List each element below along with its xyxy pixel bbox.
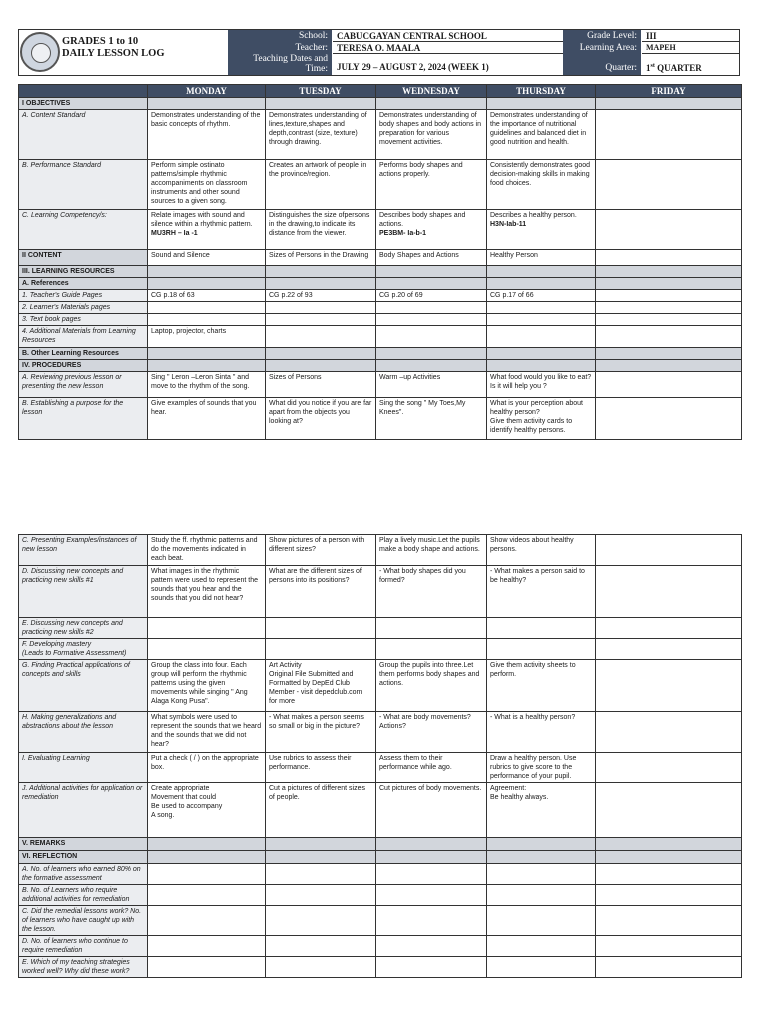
- day-cell: [376, 712, 487, 753]
- day-cell: [148, 712, 266, 753]
- day-cell: [266, 160, 376, 210]
- day-cell: [376, 398, 487, 440]
- cell-text: Give examples of sounds that you hear.: [151, 400, 257, 416]
- cell-text: - What body shapes did you formed?: [379, 568, 466, 584]
- day-cell: [148, 838, 266, 851]
- day-cell: [376, 936, 487, 957]
- cell-text: Group the pupils into three.Let them performs body shapes and actions.: [379, 662, 480, 687]
- day-cell: [266, 110, 376, 160]
- day-cell: [376, 906, 487, 936]
- school-label: School:: [228, 30, 332, 42]
- day-cell: [266, 372, 376, 398]
- day-cell: [487, 372, 596, 398]
- cell-text: Perform simple ostinato patterns/simple rhythmic accompaniments on classroom instruments and other sound sources to a given song.: [151, 162, 248, 205]
- day-cell: [487, 885, 596, 906]
- cell-text: Group the class into four. Each group will perform the rhythmic patterns using the given movements while singing " Ang Alaga Kong Pusa".: [151, 662, 248, 705]
- cell-text: CG p.22 of 93: [269, 292, 313, 299]
- day-cell: [596, 290, 742, 302]
- day-cell: [596, 639, 742, 660]
- cell-text: Sound and Silence: [151, 252, 210, 259]
- day-cell: [266, 250, 376, 266]
- day-cell: [148, 957, 266, 978]
- cell-text: Healthy Person: [490, 252, 538, 259]
- day-cell: [266, 398, 376, 440]
- row-label: 2. Learner's Materials pages: [19, 302, 148, 314]
- competency-code: H3N-Iab-11: [490, 221, 527, 228]
- day-cell: [596, 372, 742, 398]
- row-label: A. No. of learners who earned 80% on the formative assessment: [19, 864, 148, 885]
- day-cell: [487, 838, 596, 851]
- table-row: [19, 98, 742, 110]
- cell-text: Use rubrics to assess their performance.: [269, 755, 352, 771]
- day-cell: [376, 660, 487, 712]
- day-cell: [266, 957, 376, 978]
- table-row: [19, 326, 742, 348]
- cell-text: What is your perception about healthy person? Give them activity cards to identify healthy persons.: [490, 400, 583, 434]
- day-cell: [487, 906, 596, 936]
- cell-text: Demonstrates understanding of the importance of nutritional guidelines and balanced diet in good nutrition and health.: [490, 112, 588, 146]
- day-cell: [266, 348, 376, 360]
- day-cell: [148, 398, 266, 440]
- lesson-log-table-page2: [18, 534, 742, 978]
- day-cell: [266, 266, 376, 278]
- day-cell: [487, 957, 596, 978]
- day-cell: [148, 266, 266, 278]
- dates-label: [228, 54, 332, 75]
- cell-text: What food would you like to eat? Is it will help you ?: [490, 374, 592, 390]
- dates-label-line2: Time:: [305, 64, 328, 74]
- day-cell: [487, 250, 596, 266]
- cell-text: Draw a healthy person. Use rubrics to give score to the performance of your pupil.: [490, 755, 577, 780]
- table-row: [19, 957, 742, 978]
- cell-text: Describes a healthy person.: [490, 212, 577, 219]
- day-cell: [376, 98, 487, 110]
- day-cell: [376, 372, 487, 398]
- day-cell: [148, 906, 266, 936]
- day-header: THURSDAY: [487, 85, 596, 98]
- day-cell: [148, 535, 266, 566]
- day-cell: [596, 838, 742, 851]
- day-cell: [596, 851, 742, 864]
- day-cell: [148, 278, 266, 290]
- row-label: II CONTENT: [19, 250, 148, 266]
- day-cell: [487, 302, 596, 314]
- day-cell: [376, 348, 487, 360]
- grade-level-label: Grade Level:: [563, 30, 641, 42]
- day-cell: [376, 160, 487, 210]
- day-cell: [376, 278, 487, 290]
- row-label: C. Learning Competency/s:: [19, 210, 148, 250]
- row-label: 3. Text book pages: [19, 314, 148, 326]
- day-cell: [487, 326, 596, 348]
- table-row: [19, 618, 742, 639]
- row-label: V. REMARKS: [19, 838, 148, 851]
- day-cell: [487, 290, 596, 302]
- day-cell: [266, 98, 376, 110]
- cell-text: - What makes a person said to be healthy?: [490, 568, 585, 584]
- day-cell: [376, 851, 487, 864]
- dates-label-line1: Teaching Dates and: [253, 54, 328, 64]
- day-cell: [596, 326, 742, 348]
- day-cell: [487, 712, 596, 753]
- day-cell: [596, 266, 742, 278]
- day-cell: [148, 98, 266, 110]
- day-cell: [376, 639, 487, 660]
- cell-text: Distinguishes the size ofpersons in the drawing,to indicate its distance from the viewer.: [269, 212, 370, 237]
- cell-text: Warm –up Activities: [379, 374, 441, 381]
- cell-text: Show videos about healthy persons.: [490, 537, 574, 553]
- corner-cell: [19, 85, 148, 98]
- table-row: [19, 660, 742, 712]
- row-label: B. Establishing a purpose for the lesson: [19, 398, 148, 440]
- day-cell: [487, 160, 596, 210]
- day-cell: [148, 360, 266, 372]
- day-cell: [148, 783, 266, 838]
- row-label: III. LEARNING RESOURCES: [19, 266, 148, 278]
- day-header-row: [19, 85, 742, 98]
- day-cell: [266, 302, 376, 314]
- table-row: [19, 712, 742, 753]
- learning-area-value: MAPEH: [642, 42, 739, 54]
- day-cell: [376, 210, 487, 250]
- row-label: B. Other Learning Resources: [19, 348, 148, 360]
- day-cell: [487, 314, 596, 326]
- day-cell: [266, 838, 376, 851]
- day-cell: [148, 326, 266, 348]
- cell-text: Laptop, projector, charts: [151, 328, 227, 335]
- table-row: [19, 783, 742, 838]
- day-cell: [487, 851, 596, 864]
- day-cell: [487, 566, 596, 618]
- day-cell: [596, 660, 742, 712]
- day-cell: [266, 566, 376, 618]
- day-header: MONDAY: [148, 85, 266, 98]
- day-cell: [596, 957, 742, 978]
- day-cell: [376, 838, 487, 851]
- day-cell: [596, 885, 742, 906]
- day-cell: [376, 783, 487, 838]
- competency-code: PE3BM- Ia-b-1: [379, 230, 427, 237]
- grade-level-value: III: [642, 30, 739, 42]
- table-row: [19, 160, 742, 210]
- day-cell: [148, 753, 266, 783]
- day-cell: [148, 864, 266, 885]
- cell-text: Consistently demonstrates good decision-making skills in making food choices.: [490, 162, 590, 187]
- day-cell: [376, 314, 487, 326]
- cell-text: - What are body movements? Actions?: [379, 714, 471, 730]
- table-row: [19, 906, 742, 936]
- table-row: [19, 290, 742, 302]
- cell-text: What symbols were used to represent the sounds that we heard and the sounds that we did not hear?: [151, 714, 262, 748]
- quarter-suffix: st: [650, 63, 655, 69]
- day-cell: [487, 348, 596, 360]
- day-cell: [266, 936, 376, 957]
- cell-text: Put a check ( / ) on the appropriate box.: [151, 755, 259, 771]
- day-cell: [376, 250, 487, 266]
- deped-seal-logo: [20, 32, 60, 72]
- cell-text: What are the different sizes of persons into its positions?: [269, 568, 362, 584]
- day-cell: [148, 314, 266, 326]
- day-cell: [266, 290, 376, 302]
- day-cell: [148, 851, 266, 864]
- cell-text: Cut a pictures of different sizes of people.: [269, 785, 365, 801]
- learning-area-label: Learning Area:: [563, 42, 641, 54]
- day-cell: [376, 302, 487, 314]
- table-row: [19, 348, 742, 360]
- quarter-number: 1: [646, 63, 651, 73]
- cell-text: Show pictures of a person with different sizes?: [269, 537, 365, 553]
- day-cell: [487, 278, 596, 290]
- day-cell: [376, 326, 487, 348]
- quarter-word: QUARTER: [654, 63, 702, 73]
- cell-text: Demonstrates understanding of lines,texture,shapes and depth,contrast (size, texture) through drawing.: [269, 112, 367, 146]
- day-cell: [596, 302, 742, 314]
- day-cell: [376, 957, 487, 978]
- day-cell: [148, 160, 266, 210]
- day-cell: [487, 266, 596, 278]
- day-cell: [596, 753, 742, 783]
- table-row: [19, 278, 742, 290]
- row-label: J. Additional activities for application or remediation: [19, 783, 148, 838]
- cell-text: Body Shapes and Actions: [379, 252, 459, 259]
- day-cell: [148, 302, 266, 314]
- table-row: [19, 864, 742, 885]
- table-row: [19, 838, 742, 851]
- table-row: [19, 210, 742, 250]
- table-row: [19, 266, 742, 278]
- row-label: 1. Teacher's Guide Pages: [19, 290, 148, 302]
- row-label: D. Discussing new concepts and practicing new skills #1: [19, 566, 148, 618]
- day-cell: [266, 885, 376, 906]
- day-cell: [266, 314, 376, 326]
- cell-text: Study the ff. rhythmic patterns and do the movements indicated in each beat.: [151, 537, 258, 562]
- table-row: [19, 936, 742, 957]
- row-label: A. References: [19, 278, 148, 290]
- cell-text: Agreement: Be healthy always.: [490, 785, 549, 801]
- cell-text: Give them activity sheets to perform.: [490, 662, 576, 678]
- day-cell: [487, 753, 596, 783]
- cell-text: Demonstrates understanding of the basic concepts of rhythm.: [151, 112, 261, 128]
- day-cell: [487, 98, 596, 110]
- day-cell: [487, 110, 596, 160]
- day-cell: [148, 639, 266, 660]
- cell-text: Relate images with sound and silence within a rhythmic pattern.: [151, 212, 253, 228]
- day-cell: [487, 936, 596, 957]
- day-header: FRIDAY: [596, 85, 742, 98]
- day-cell: [266, 712, 376, 753]
- day-cell: [266, 906, 376, 936]
- cell-text: CG p.20 of 69: [379, 292, 423, 299]
- day-cell: [596, 783, 742, 838]
- day-cell: [266, 618, 376, 639]
- day-cell: [148, 372, 266, 398]
- row-label: B. Performance Standard: [19, 160, 148, 210]
- day-cell: [487, 618, 596, 639]
- day-cell: [596, 535, 742, 566]
- day-cell: [376, 885, 487, 906]
- table-row: [19, 639, 742, 660]
- day-header: TUESDAY: [266, 85, 376, 98]
- table-row: [19, 110, 742, 160]
- table-row: [19, 566, 742, 618]
- cell-text: - What is a healthy person?: [490, 714, 576, 721]
- doc-title-line1: GRADES 1 to 10: [62, 36, 139, 47]
- day-cell: [596, 348, 742, 360]
- day-cell: [487, 864, 596, 885]
- day-cell: [596, 566, 742, 618]
- day-cell: [148, 660, 266, 712]
- day-cell: [487, 210, 596, 250]
- day-cell: [487, 535, 596, 566]
- day-cell: [266, 326, 376, 348]
- row-label: C. Did the remedial lessons work? No. of learners who have caught up with the lesson.: [19, 906, 148, 936]
- quarter-label: Quarter:: [563, 54, 641, 75]
- row-label: D. No. of learners who continue to require remediation: [19, 936, 148, 957]
- day-cell: [487, 660, 596, 712]
- cell-text: Cut pictures of body movements.: [379, 785, 482, 792]
- cell-text: Assess them to their performance while ago.: [379, 755, 452, 771]
- day-cell: [266, 360, 376, 372]
- day-cell: [596, 210, 742, 250]
- day-cell: [376, 753, 487, 783]
- row-label: 4. Additional Materials from Learning Resources: [19, 326, 148, 348]
- quarter-value: [642, 54, 739, 75]
- day-cell: [596, 906, 742, 936]
- cell-text: Play a lively music.Let the pupils make a body shape and actions.: [379, 537, 480, 553]
- cell-text: Sing " Leron –Leron Sinta " and move to the rhythm of the song.: [151, 374, 250, 390]
- day-cell: [487, 360, 596, 372]
- cell-text: Sizes of Persons: [269, 374, 322, 381]
- day-cell: [148, 290, 266, 302]
- day-cell: [376, 535, 487, 566]
- doc-title-line2: DAILY LESSON LOG: [62, 48, 165, 59]
- table-row: [19, 398, 742, 440]
- day-cell: [148, 210, 266, 250]
- day-cell: [487, 398, 596, 440]
- day-cell: [148, 885, 266, 906]
- day-cell: [148, 110, 266, 160]
- row-label: B. No. of Learners who require additional activities for remediation: [19, 885, 148, 906]
- cell-text: Creates an artwork of people in the province/region.: [269, 162, 367, 178]
- day-cell: [596, 712, 742, 753]
- table-row: [19, 314, 742, 326]
- cell-text: Art Activity Original File Submitted and Formatted by DepEd Club Member - visit depedclub.com for more: [269, 662, 363, 705]
- day-cell: [376, 110, 487, 160]
- table-row: [19, 851, 742, 864]
- row-label: VI. REFLECTION: [19, 851, 148, 864]
- row-label: IV. PROCEDURES: [19, 360, 148, 372]
- day-cell: [148, 618, 266, 639]
- row-label: I OBJECTIVES: [19, 98, 148, 110]
- day-cell: [266, 851, 376, 864]
- row-label: G. Finding Practical applications of concepts and skills: [19, 660, 148, 712]
- table-row: [19, 250, 742, 266]
- teacher-label: Teacher:: [228, 42, 332, 54]
- cell-text: Sing the song " My Toes,My Knees".: [379, 400, 466, 416]
- cell-text: What did you notice if you are far apart from the objects you looking at?: [269, 400, 372, 425]
- day-cell: [487, 639, 596, 660]
- day-cell: [596, 864, 742, 885]
- lesson-log-table-page1: [18, 84, 742, 440]
- day-cell: [596, 314, 742, 326]
- day-cell: [266, 753, 376, 783]
- day-cell: [266, 210, 376, 250]
- row-label: I. Evaluating Learning: [19, 753, 148, 783]
- cell-text: Create appropriate Movement that could Be used to accompany A song.: [151, 785, 223, 819]
- day-cell: [148, 348, 266, 360]
- day-cell: [596, 98, 742, 110]
- day-cell: [596, 250, 742, 266]
- cell-text: CG p.18 of 63: [151, 292, 195, 299]
- table-row: [19, 360, 742, 372]
- day-cell: [596, 618, 742, 639]
- row-label: E. Which of my teaching strategies worked well? Why did these work?: [19, 957, 148, 978]
- day-cell: [148, 936, 266, 957]
- day-cell: [266, 783, 376, 838]
- day-cell: [376, 566, 487, 618]
- row-label: A. Reviewing previous lesson or presenting the new lesson: [19, 372, 148, 398]
- cell-text: Describes body shapes and actions.: [379, 212, 466, 228]
- day-cell: [266, 278, 376, 290]
- teacher-value: TERESA O. MAALA: [333, 42, 563, 54]
- day-cell: [266, 864, 376, 885]
- day-cell: [376, 290, 487, 302]
- cell-text: What images in the rhythmic pattern were used to represent the sounds that you hear and the sounds that you did not hear?: [151, 568, 259, 602]
- cell-text: Sizes of Persons in the Drawing: [269, 252, 369, 259]
- row-label: E. Discussing new concepts and practicing new skills #2: [19, 618, 148, 639]
- table-row: [19, 885, 742, 906]
- cell-text: Demonstrates understanding of body shapes and body actions in preparation for various movement activities.: [379, 112, 481, 146]
- day-cell: [487, 783, 596, 838]
- school-value: CABUCGAYAN CENTRAL SCHOOL: [333, 30, 563, 42]
- competency-code: MU3RH – Ia -1: [151, 230, 198, 237]
- cell-text: CG p.17 of 66: [490, 292, 534, 299]
- day-cell: [596, 278, 742, 290]
- table-row: [19, 302, 742, 314]
- table-row: [19, 535, 742, 566]
- day-cell: [376, 864, 487, 885]
- day-cell: [596, 110, 742, 160]
- cell-text: Performs body shapes and actions properly.: [379, 162, 463, 178]
- day-cell: [266, 660, 376, 712]
- day-cell: [148, 250, 266, 266]
- dates-value: JULY 29 – AUGUST 2, 2024 (WEEK 1): [337, 62, 489, 72]
- day-cell: [376, 266, 487, 278]
- day-cell: [148, 566, 266, 618]
- table-row: [19, 753, 742, 783]
- row-label: C. Presenting Examples/instances of new lesson: [19, 535, 148, 566]
- day-cell: [376, 618, 487, 639]
- day-cell: [596, 398, 742, 440]
- day-cell: [596, 360, 742, 372]
- cell-text: - What makes a person seems so small or big in the picture?: [269, 714, 364, 730]
- day-cell: [376, 360, 487, 372]
- day-header: WEDNESDAY: [376, 85, 487, 98]
- row-label: A. Content Standard: [19, 110, 148, 160]
- row-label: H. Making generalizations and abstractions about the lesson: [19, 712, 148, 753]
- day-cell: [266, 535, 376, 566]
- day-cell: [266, 639, 376, 660]
- row-label: F. Developing mastery (Leads to Formative Assessment): [19, 639, 148, 660]
- day-cell: [596, 160, 742, 210]
- table-row: [19, 372, 742, 398]
- day-cell: [596, 936, 742, 957]
